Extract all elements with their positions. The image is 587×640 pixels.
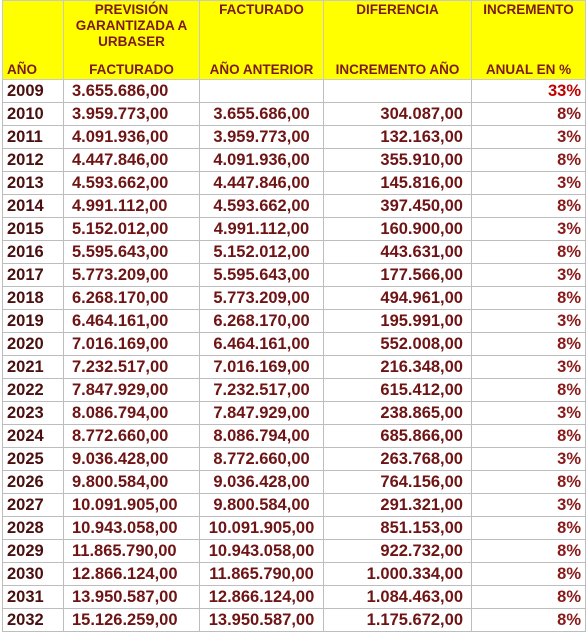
diferencia-cell[interactable]: 1.084.463,00 (324, 586, 472, 609)
year-cell[interactable]: 2025 (3, 448, 64, 471)
facturado-cell[interactable] (200, 80, 324, 103)
facturado-cell[interactable]: 3.655.686,00 (200, 103, 324, 126)
prevision-cell[interactable]: 10.091.905,00 (64, 494, 200, 517)
diferencia-cell[interactable]: 304.087,00 (324, 103, 472, 126)
facturado-cell[interactable]: 10.943.058,00 (200, 540, 324, 563)
incremento-cell[interactable]: 8% (472, 471, 586, 494)
incremento-cell[interactable]: 33% (472, 80, 586, 103)
incremento-cell[interactable]: 8% (472, 103, 586, 126)
facturado-cell[interactable]: 4.091.936,00 (200, 149, 324, 172)
diferencia-cell[interactable]: 160.900,00 (324, 218, 472, 241)
facturado-cell[interactable]: 5.773.209,00 (200, 287, 324, 310)
table-row (3, 218, 586, 241)
year-cell[interactable]: 2030 (3, 563, 64, 586)
year-cell[interactable]: 2032 (3, 609, 64, 632)
table-row (3, 333, 586, 356)
table-row (3, 264, 586, 287)
diferencia-cell[interactable]: 851.153,00 (324, 517, 472, 540)
diferencia-cell[interactable]: 195.991,00 (324, 310, 472, 333)
year-cell[interactable]: 2019 (3, 310, 64, 333)
year-cell[interactable]: 2009 (3, 80, 64, 103)
diferencia-cell[interactable]: 443.631,00 (324, 241, 472, 264)
table-row (3, 379, 586, 402)
facturado-cell[interactable]: 10.091.905,00 (200, 517, 324, 540)
facturado-cell[interactable]: 9.800.584,00 (200, 494, 324, 517)
facturado-cell[interactable]: 8.772.660,00 (200, 448, 324, 471)
table-row (3, 563, 586, 586)
prevision-cell[interactable]: 15.126.259,00 (64, 609, 200, 632)
facturado-cell[interactable]: 11.865.790,00 (200, 563, 324, 586)
incremento-cell[interactable]: 8% (472, 563, 586, 586)
incremento-cell[interactable]: 8% (472, 241, 586, 264)
header-incremento-sub: ANUAL EN % (485, 62, 572, 77)
prevision-cell[interactable]: 13.950.587,00 (64, 586, 200, 609)
header-incremento[interactable] (472, 1, 586, 80)
table-row (3, 310, 586, 333)
year-cell[interactable]: 2017 (3, 264, 64, 287)
header-facturado[interactable] (200, 1, 324, 80)
facturado-cell[interactable]: 13.950.587,00 (200, 609, 324, 632)
table-row (3, 517, 586, 540)
spreadsheet (2, 0, 585, 632)
diferencia-cell[interactable]: 764.156,00 (324, 471, 472, 494)
table-row (3, 126, 586, 149)
year-cell[interactable]: 2023 (3, 402, 64, 425)
diferencia-cell[interactable]: 397.450,00 (324, 195, 472, 218)
diferencia-cell[interactable]: 615.412,00 (324, 379, 472, 402)
facturado-cell[interactable]: 7.847.929,00 (200, 402, 324, 425)
year-cell[interactable]: 2014 (3, 195, 64, 218)
incremento-cell[interactable]: 3% (472, 310, 586, 333)
year-cell[interactable]: 2018 (3, 287, 64, 310)
prevision-cell[interactable]: 3.655.686,00 (64, 80, 200, 103)
header-diferencia-title: DIFERENCIA (356, 2, 439, 17)
incremento-cell[interactable]: 8% (472, 540, 586, 563)
table-row (3, 241, 586, 264)
facturado-cell[interactable]: 4.593.662,00 (200, 195, 324, 218)
incremento-cell[interactable]: 3% (472, 218, 586, 241)
facturado-cell[interactable]: 9.036.428,00 (200, 471, 324, 494)
incremento-cell[interactable]: 8% (472, 333, 586, 356)
diferencia-cell[interactable]: 238.865,00 (324, 402, 472, 425)
year-cell[interactable]: 2016 (3, 241, 64, 264)
table-row (3, 80, 586, 103)
incremento-cell[interactable]: 8% (472, 379, 586, 402)
incremento-cell[interactable]: 3% (472, 494, 586, 517)
prevision-cell[interactable]: 5.773.209,00 (64, 264, 200, 287)
incremento-cell[interactable]: 3% (472, 402, 586, 425)
diferencia-cell[interactable]: 291.321,00 (324, 494, 472, 517)
table-row (3, 287, 586, 310)
incremento-cell[interactable]: 8% (472, 425, 586, 448)
facturado-cell[interactable]: 8.086.794,00 (200, 425, 324, 448)
facturado-cell[interactable]: 5.152.012,00 (200, 241, 324, 264)
prevision-cell[interactable]: 7.016.169,00 (64, 333, 200, 356)
prevision-cell[interactable]: 7.847.929,00 (64, 379, 200, 402)
facturado-cell[interactable]: 6.464.161,00 (200, 333, 324, 356)
year-cell[interactable]: 2022 (3, 379, 64, 402)
facturado-cell[interactable]: 4.447.846,00 (200, 172, 324, 195)
incremento-cell[interactable]: 3% (472, 172, 586, 195)
facturado-cell[interactable]: 5.595.643,00 (200, 264, 324, 287)
header-facturado-sub: AÑO ANTERIOR (209, 62, 314, 77)
table-row (3, 149, 586, 172)
diferencia-cell[interactable]: 552.008,00 (324, 333, 472, 356)
prevision-cell[interactable]: 8.086.794,00 (64, 402, 200, 425)
incremento-cell[interactable]: 8% (472, 609, 586, 632)
year-cell[interactable]: 2024 (3, 425, 64, 448)
incremento-cell[interactable]: 8% (472, 149, 586, 172)
diferencia-cell[interactable]: 145.816,00 (324, 172, 472, 195)
prevision-cell[interactable]: 9.800.584,00 (64, 471, 200, 494)
incremento-cell[interactable]: 8% (472, 287, 586, 310)
table-row (3, 494, 586, 517)
year-cell[interactable]: 2028 (3, 517, 64, 540)
table-row (3, 609, 586, 632)
year-cell[interactable]: 2026 (3, 471, 64, 494)
table-row (3, 540, 586, 563)
header-prevision[interactable] (64, 1, 200, 80)
incremento-cell[interactable]: 3% (472, 264, 586, 287)
prevision-cell[interactable]: 6.464.161,00 (64, 310, 200, 333)
diferencia-cell[interactable]: 922.732,00 (324, 540, 472, 563)
header-year-label: AÑO (7, 62, 37, 77)
header-row (3, 1, 586, 80)
incremento-cell[interactable]: 3% (472, 356, 586, 379)
table-row (3, 195, 586, 218)
table-row (3, 425, 586, 448)
header-prevision-title: PREVISIÓN GARANTIZADA A URBASER (75, 2, 188, 49)
diferencia-cell[interactable]: 132.163,00 (324, 126, 472, 149)
diferencia-cell[interactable] (324, 80, 472, 103)
year-cell[interactable]: 2029 (3, 540, 64, 563)
year-cell[interactable]: 2011 (3, 126, 64, 149)
year-cell[interactable]: 2027 (3, 494, 64, 517)
header-year[interactable] (3, 1, 64, 80)
prevision-cell[interactable]: 4.991.112,00 (64, 195, 200, 218)
diferencia-cell[interactable]: 1.175.672,00 (324, 609, 472, 632)
year-cell[interactable]: 2021 (3, 356, 64, 379)
diferencia-cell[interactable]: 177.566,00 (324, 264, 472, 287)
year-cell[interactable]: 2012 (3, 149, 64, 172)
diferencia-cell[interactable]: 494.961,00 (324, 287, 472, 310)
prevision-cell[interactable]: 5.595.643,00 (64, 241, 200, 264)
facturado-cell[interactable]: 7.232.517,00 (200, 379, 324, 402)
diferencia-cell[interactable]: 685.866,00 (324, 425, 472, 448)
prevision-cell[interactable]: 7.232.517,00 (64, 356, 200, 379)
urbaser-billing-table (2, 0, 586, 632)
prevision-cell[interactable]: 12.866.124,00 (64, 563, 200, 586)
header-incremento-title: INCREMENTO (483, 2, 574, 17)
diferencia-cell[interactable]: 263.768,00 (324, 448, 472, 471)
prevision-cell[interactable]: 8.772.660,00 (64, 425, 200, 448)
prevision-cell[interactable]: 5.152.012,00 (64, 218, 200, 241)
year-cell[interactable]: 2010 (3, 103, 64, 126)
table-row (3, 172, 586, 195)
incremento-cell[interactable]: 8% (472, 586, 586, 609)
table-row (3, 402, 586, 425)
prevision-cell[interactable]: 10.943.058,00 (64, 517, 200, 540)
year-cell[interactable]: 2031 (3, 586, 64, 609)
year-cell[interactable]: 2013 (3, 172, 64, 195)
incremento-cell[interactable]: 8% (472, 195, 586, 218)
facturado-cell[interactable]: 3.959.773,00 (200, 126, 324, 149)
table-row (3, 471, 586, 494)
incremento-cell[interactable]: 3% (472, 126, 586, 149)
table-row (3, 586, 586, 609)
prevision-cell[interactable]: 6.268.170,00 (64, 287, 200, 310)
prevision-cell[interactable]: 3.959.773,00 (64, 103, 200, 126)
incremento-cell[interactable]: 3% (472, 448, 586, 471)
facturado-cell[interactable]: 4.991.112,00 (200, 218, 324, 241)
year-cell[interactable]: 2015 (3, 218, 64, 241)
year-cell[interactable]: 2020 (3, 333, 64, 356)
facturado-cell[interactable]: 7.016.169,00 (200, 356, 324, 379)
table-body (3, 80, 586, 632)
prevision-cell[interactable]: 4.447.846,00 (64, 149, 200, 172)
header-diferencia[interactable] (324, 1, 472, 80)
header-facturado-title: FACTURADO (219, 2, 304, 17)
incremento-cell[interactable]: 8% (472, 517, 586, 540)
prevision-cell[interactable]: 9.036.428,00 (64, 448, 200, 471)
table-row (3, 448, 586, 471)
table-row (3, 103, 586, 126)
table-row (3, 356, 586, 379)
header-diferencia-sub: INCREMENTO AÑO (335, 62, 460, 77)
diferencia-cell[interactable]: 1.000.334,00 (324, 563, 472, 586)
header-prevision-sub: FACTURADO (89, 62, 174, 77)
diferencia-cell[interactable]: 355.910,00 (324, 149, 472, 172)
facturado-cell[interactable]: 12.866.124,00 (200, 586, 324, 609)
prevision-cell[interactable]: 11.865.790,00 (64, 540, 200, 563)
prevision-cell[interactable]: 4.593.662,00 (64, 172, 200, 195)
facturado-cell[interactable]: 6.268.170,00 (200, 310, 324, 333)
diferencia-cell[interactable]: 216.348,00 (324, 356, 472, 379)
prevision-cell[interactable]: 4.091.936,00 (64, 126, 200, 149)
